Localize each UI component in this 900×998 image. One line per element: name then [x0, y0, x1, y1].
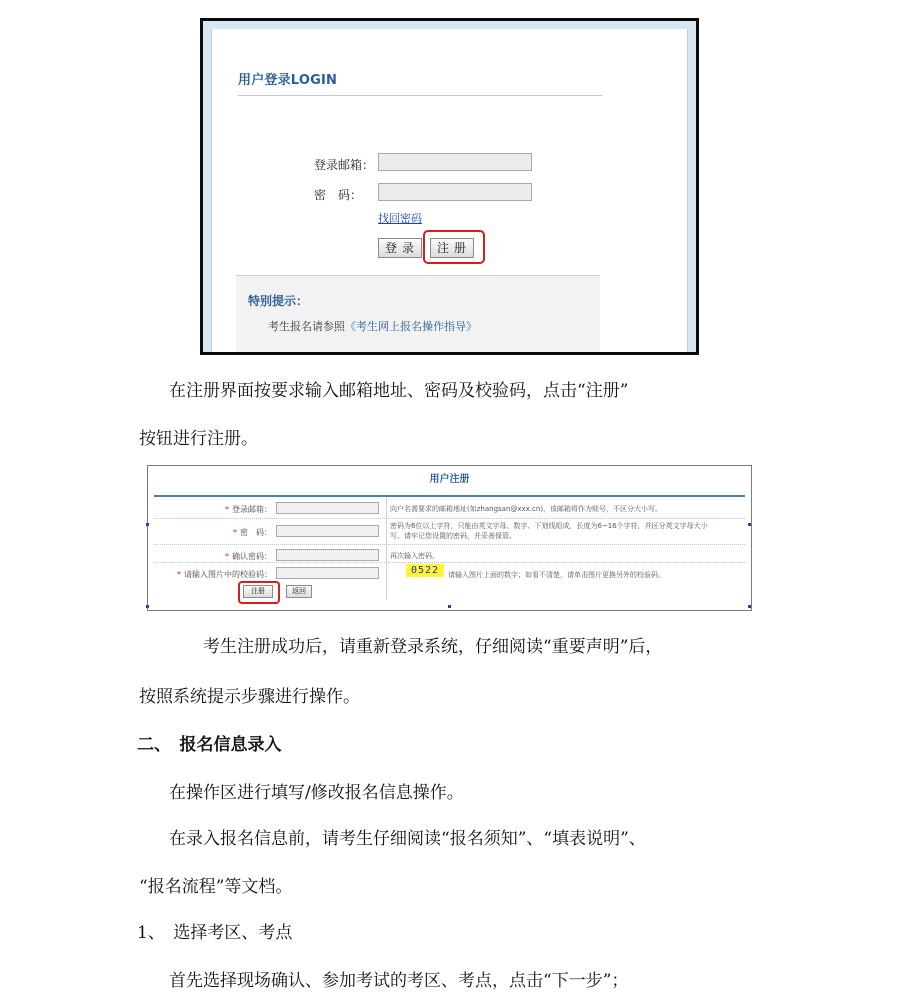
- reg-password-help: 密码为6位以上字符，只能由英文字母、数字、下划线组成，长度为6~16个字符，并区分英文字母大小写。请牢记您设置的密码，并妥善保管。: [390, 522, 708, 540]
- register-title: 用户注册: [429, 474, 470, 485]
- reg-captcha-help: 请输入图片上面的数字；如看不清楚，请单击图片更换另外的校验码。: [448, 571, 665, 579]
- reg-confirm-field[interactable]: [276, 549, 379, 561]
- paragraph-register-instructions-cont: 按钮进行注册。: [139, 429, 258, 449]
- selection-handle: [146, 605, 149, 608]
- tip-title: 特别提示：: [248, 294, 309, 308]
- login-screenshot: [200, 18, 699, 355]
- reg-captcha-label: * 请输入图片中的校验码：: [177, 570, 272, 579]
- row-divider: [154, 518, 745, 519]
- captcha-image[interactable]: 0522: [406, 564, 444, 577]
- column-divider: [386, 498, 387, 600]
- reg-captcha-field[interactable]: [276, 567, 379, 579]
- email-field[interactable]: [378, 153, 532, 171]
- password-field[interactable]: [378, 183, 532, 201]
- paragraph-register-instructions: 在注册界面按要求输入邮箱地址、密码及校验码，点击“注册”: [169, 381, 629, 401]
- password-label: 密 码：: [314, 188, 363, 202]
- selection-handle: [748, 523, 751, 526]
- login-button[interactable]: 登录: [378, 238, 422, 258]
- register-screenshot: [147, 465, 752, 611]
- paragraph-operation-area: 在操作区进行填写/修改报名信息操作。: [169, 783, 464, 803]
- reg-register-button[interactable]: 注册: [243, 585, 273, 598]
- paragraph-after-register-cont: 按照系统提示步骤进行操作。: [139, 687, 360, 707]
- title-divider: [238, 95, 602, 96]
- email-label: 登录邮箱：: [314, 158, 375, 172]
- paragraph-after-register: 考生注册成功后，请重新登录系统，仔细阅读“重要声明”后，: [203, 637, 663, 657]
- step1-heading: 1、 选择考区、考点: [137, 923, 293, 943]
- retrieve-password-link[interactable]: 找回密码: [378, 212, 422, 225]
- guide-link[interactable]: 《考生网上报名操作指导》: [345, 320, 477, 333]
- paragraph-read-docs: 在录入报名信息前，请考生仔细阅读“报名须知”、“填表说明”、: [169, 829, 646, 849]
- tip-prefix: 考生报名请参照: [268, 320, 345, 333]
- reg-email-label: * 登录邮箱：: [225, 505, 272, 514]
- row-divider: [154, 544, 745, 545]
- special-tip-box: [236, 275, 600, 352]
- register-highlight-ring: [423, 230, 485, 264]
- selection-handle: [146, 523, 149, 526]
- selection-handle: [448, 605, 451, 608]
- reg-password-field[interactable]: [276, 525, 379, 537]
- reg-register-highlight-ring: [238, 581, 280, 604]
- reg-email-help: 向户名需要求的邮箱地址(如zhangsan@xxx.cn)，该邮箱将作为账号，不区分大小写。: [390, 505, 663, 513]
- login-title: 用户登录LOGIN: [238, 73, 338, 88]
- login-panel: [211, 29, 688, 352]
- register-button[interactable]: 注册: [430, 238, 474, 258]
- reg-confirm-label: * 确认密码：: [225, 552, 272, 561]
- reg-password-label: * 密 码：: [233, 528, 272, 537]
- paragraph-read-docs-cont: “报名流程”等文档。: [139, 877, 293, 897]
- reg-email-field[interactable]: [276, 502, 379, 514]
- tip-text: [268, 318, 477, 334]
- reg-back-button[interactable]: 返回: [286, 585, 312, 598]
- paragraph-select-area: 首先选择现场确认、参加考试的考区、考点，点击“下一步”；: [169, 971, 629, 991]
- register-title-rule: [154, 495, 745, 497]
- selection-handle: [748, 605, 751, 608]
- reg-confirm-help: 再次输入密码。: [390, 552, 439, 560]
- section-heading: 二、 报名信息录入: [137, 735, 282, 755]
- row-divider: [154, 562, 745, 563]
